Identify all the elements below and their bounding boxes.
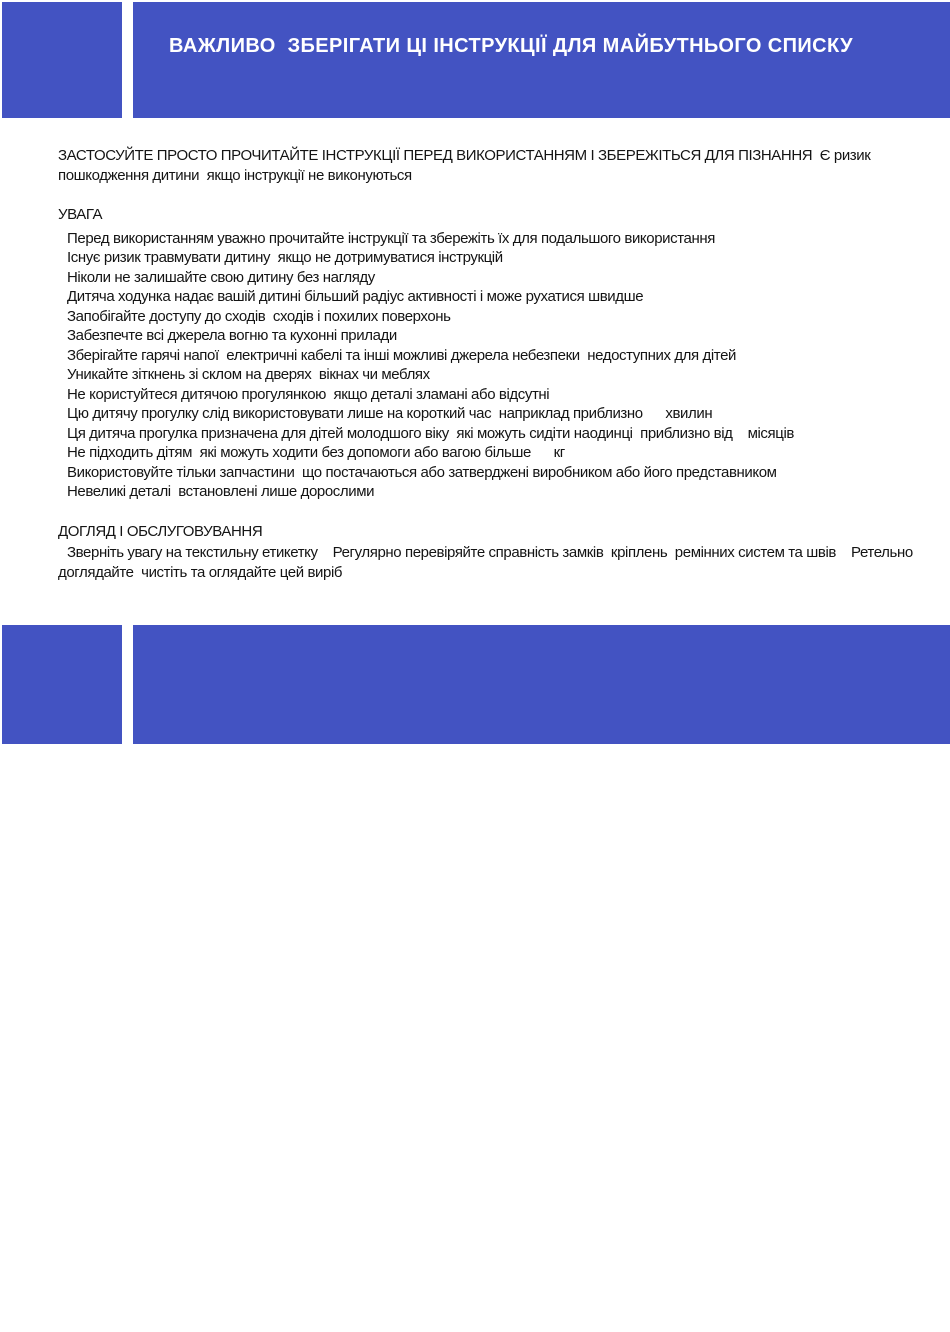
care-paragraph: Зверніть увагу на текстильну етикетку Регулярно перевіряйте справність замків кріплень ремінних систем та швів Ретельно доглядайте чистіть та оглядайте цей виріб xyxy=(58,544,917,581)
warning-item: Невеликі деталі встановлені лише дорослими xyxy=(67,483,375,500)
warning-item: Існує ризик травмувати дитину якщо не дотримуватися інструкцій xyxy=(67,249,503,266)
warning-item: Уникайте зіткнень зі склом на дверях вікнах чи меблях xyxy=(67,366,430,383)
warning-item: Використовуйте тільки запчастини що постачаються або затверджені виробником або його представником xyxy=(67,463,777,481)
care-heading: ДОГЛЯД І ОБСЛУГОВУВАННЯ xyxy=(58,522,263,540)
footer-main-block xyxy=(133,625,950,744)
instructions-content xyxy=(58,146,917,582)
warning-item: Ця дитяча прогулка призначена для дітей молодшого віку які можуть сидіти наодинці приблизно від місяців xyxy=(67,424,794,442)
warning-item: Запобігайте доступу до сходів сходів і похилих поверхонь xyxy=(67,307,451,325)
warning-item: Дитяча ходунка надає вашій дитині більший радіус активності і може рухатися швидше xyxy=(67,288,644,305)
warning-item: Забезпечте всі джерела вогню та кухонні прилади xyxy=(67,327,397,344)
warnings-list xyxy=(58,229,914,502)
page-title: ВАЖЛИВО ЗБЕРІГАТИ ЦІ ІНСТРУКЦІЇ ДЛЯ МАЙБУТНЬОГО СПИСКУ xyxy=(169,35,853,57)
header-left-block xyxy=(2,2,122,118)
header-main-block xyxy=(133,2,950,118)
warnings-heading: УВАГА xyxy=(58,206,103,223)
warning-item: Перед використанням уважно прочитайте інструкції та збережіть їх для подальшого використання xyxy=(67,229,715,247)
warning-item: Зберігайте гарячі напої електричні кабелі та інші можливі джерела небезпеки недоступних для дітей xyxy=(67,346,737,364)
warning-item: Ніколи не залишайте свою дитину без нагляду xyxy=(67,268,375,286)
intro-paragraph: ЗАСТОСУЙТЕ ПРОСТО ПРОЧИТАЙТЕ ІНСТРУКЦІЇ ПЕРЕД ВИКОРИСТАННЯМ І ЗБЕРЕЖІТЬСЯ ДЛЯ ПІЗНАННЯ Є ризик пошкодження дитини якщо інструкції не виконуються xyxy=(58,147,875,184)
warning-item: Цю дитячу прогулку слід використовувати лише на короткий час наприклад приблизно хвилин xyxy=(67,405,713,422)
warning-item: Не підходить дітям які можуть ходити без допомоги або вагою більше кг xyxy=(67,444,565,461)
warning-item: Не користуйтеся дитячою прогулянкою якщо деталі зламані або відсутні xyxy=(67,385,550,403)
footer-left-block xyxy=(2,625,122,744)
